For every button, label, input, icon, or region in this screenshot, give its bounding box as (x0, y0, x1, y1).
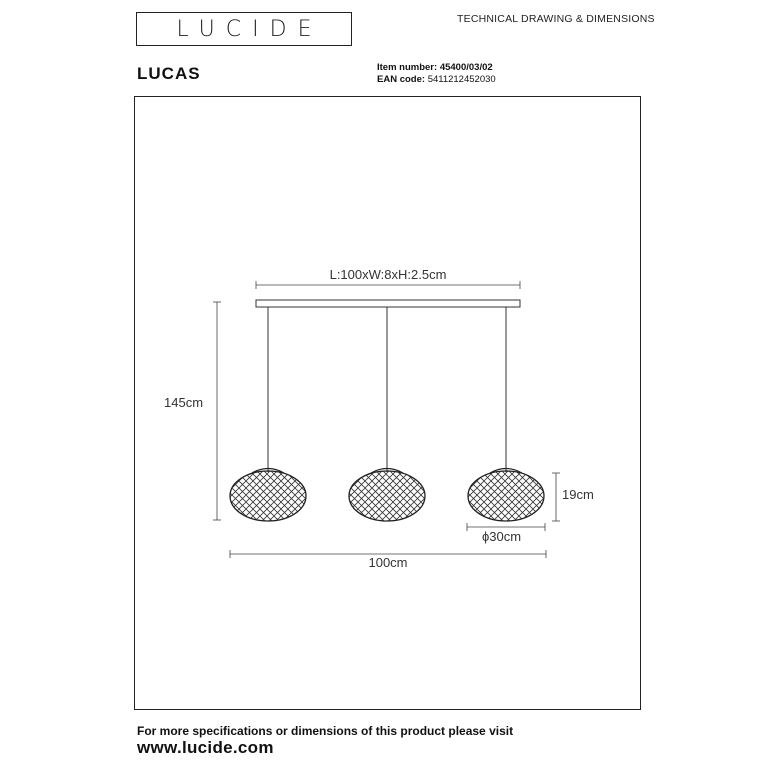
item-info (377, 62, 496, 86)
shade-3 (468, 469, 544, 522)
logo-text: LUCIDE (176, 16, 323, 42)
shade-height-dimension-line (552, 473, 560, 521)
document-type: TECHNICAL DRAWING & DIMENSIONS (457, 13, 655, 25)
bar-dimension-line (256, 281, 520, 289)
item-number-row (377, 62, 496, 74)
ean-value: 5411212452030 (427, 74, 496, 85)
ean-row (377, 74, 496, 86)
product-name: LUCAS (137, 64, 201, 83)
item-number-value: 45400/03/02 (439, 62, 493, 73)
shade-1 (230, 469, 306, 522)
height-dimension-line (213, 302, 221, 520)
ean-label: EAN code: (377, 74, 426, 85)
footer-text: For more specifications or dimensions of this product please visit (137, 724, 514, 738)
shade-diameter-label: ϕ30cm (482, 529, 522, 544)
shade-2 (349, 469, 425, 522)
height-label: 145cm (164, 395, 204, 410)
website-link[interactable]: www.lucide.com (137, 738, 274, 757)
brand-logo (136, 12, 352, 46)
item-number-label: Item number: (377, 62, 438, 73)
bar-dimension-label: L:100xW:8xH:2.5cm (329, 267, 447, 282)
ceiling-bar (256, 300, 520, 307)
technical-drawing (134, 96, 641, 710)
length-label: 100cm (368, 555, 408, 570)
shade-height-label: 19cm (562, 487, 594, 502)
